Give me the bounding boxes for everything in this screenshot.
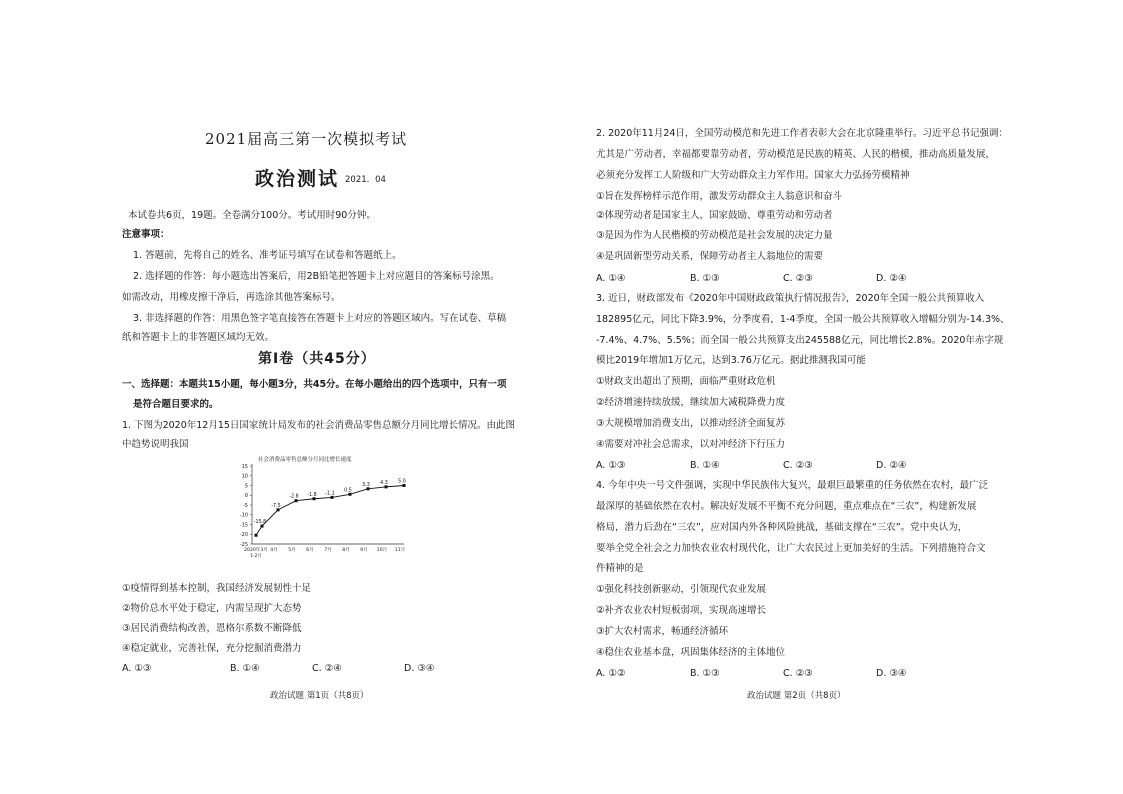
question-1-item: ②物价总水平处于稳定，内需呈现扩大态势 [122, 603, 302, 614]
question-1-item: ④稳定就业，完善社保，充分挖掘消费潜力 [122, 643, 302, 654]
question-1-stem: 1. 下图为2020年12月15日国家统计局发布的社会消费品零售总额分月同比增长情况。由此图 [122, 420, 515, 431]
notice-line: 2. 选择题的作答：每小题选出答案后，用2B铅笔把答题卡上对应题目的答案标号涂黑。 [133, 271, 500, 282]
option-c: C. ②③ [783, 273, 813, 284]
x-tick-label: 11月 [394, 548, 406, 553]
question-3-stem: 182895亿元，同比下降3.9%，分季度看，1-4季度，全国一般公共预算收入增幅分别为-14.3%、 [596, 314, 1010, 325]
option-d: D. ③④ [404, 663, 435, 674]
exam-date: 2021．04 [345, 175, 386, 185]
option-c: C. ②③ [783, 460, 813, 471]
data-label: -1.1 [325, 491, 335, 497]
option-a: A. ①③ [596, 460, 626, 471]
right-page [562, 0, 1123, 794]
option-d: D. ③④ [876, 668, 907, 679]
option-b: B. ①④ [690, 460, 720, 471]
y-tick-label: 15 [241, 463, 248, 470]
y-tick-label: 0 [244, 493, 248, 500]
x-tick-label: 5月 [288, 548, 296, 553]
question-2-item: ④是巩固新型劳动关系，保障劳动者主人翁地位的需要 [596, 251, 824, 262]
option-d: D. ②④ [876, 460, 907, 471]
x-tick-label: 8月 [342, 548, 350, 553]
question-2-item: ①旨在发挥榜样示范作用，激发劳动群众主人翁意识和奋斗 [596, 191, 843, 202]
subject-title: 政治测试 [255, 168, 340, 190]
page-footer: 政治试题 第1页（共8页） [270, 691, 369, 701]
y-tick-label: -20 [239, 532, 248, 539]
y-tick-label: -15 [239, 522, 248, 529]
question-1-item: ③居民消费结构改善，恩格尔系数不断降低 [122, 623, 302, 634]
question-3-item: ②经济增速持续放缓，继续加大减税降费力度 [596, 397, 786, 408]
notice-line: 3. 非选择题的作答：用黑色签字笔直接答在答题卡上对应的答题区域内。写在试卷、草稿 [133, 313, 507, 324]
y-tick-label: -5 [243, 502, 248, 509]
section-heading: 第Ⅰ卷（共45分） [258, 351, 376, 367]
x-tick-label: 4月 [270, 548, 278, 553]
data-label: 5.0 [398, 479, 406, 485]
section-instructions: 是符合题目要求的。 [133, 399, 219, 410]
y-tick-label: 10 [241, 473, 248, 480]
retail-sales-growth-chart [222, 452, 412, 574]
data-label: 3.3 [362, 482, 370, 488]
section-instructions: 一、选择题：本题共15小题，每小题3分，共45分。在每小题给出的四个选项中，只有一项 [122, 379, 507, 390]
option-a: A. ①③ [122, 663, 152, 674]
page-footer: 政治试题 第2页（共8页） [747, 691, 846, 701]
notice-line: 如需改动，用橡皮擦干净后，再选涂其他答案标号。 [122, 292, 341, 303]
question-2-item: ②体现劳动者是国家主人，国家鼓励、尊重劳动和劳动者 [596, 210, 833, 221]
data-point [255, 534, 258, 537]
y-tick-label: -10 [239, 512, 248, 519]
chart-marks [254, 479, 406, 537]
question-1-item: ①疫情得到基本控制，我国经济发展韧性十足 [122, 583, 312, 594]
option-c: C. ②④ [312, 663, 342, 674]
option-c: C. ②③ [783, 668, 813, 679]
data-label: -7.5 [271, 503, 281, 509]
data-label: -15.8 [253, 520, 267, 526]
question-2-stem: 必须充分发挥工人阶级和广大劳动群众主力军作用。国家大力弘扬劳模精神 [596, 170, 910, 181]
question-4-stem: 4. 今年中央一号文件强调，实现中华民族伟大复兴，最艰巨最繁重的任务依然在农村，最广泛 [596, 480, 989, 491]
question-3-item: ①财政支出超出了预期，面临严重财政危机 [596, 376, 776, 387]
option-a: A. ①④ [596, 273, 626, 284]
question-3-stem: 3. 近日，财政部发布《2020年中国财政政策执行情况报告》，2020年全国一般公共预算收入 [596, 293, 985, 304]
option-a: A. ①② [596, 668, 626, 679]
left-page [0, 0, 561, 794]
exam-intro: 本试卷共6页，19题。全卷满分100分。考试用时90分钟。 [128, 210, 376, 221]
chart-title: 社会消费品零售总额分月同比增长速度 [258, 457, 352, 463]
question-3-stem: 模比2019年增加1万亿元，达到3.76万亿元。据此推测我国可能 [596, 355, 866, 366]
question-3-item: ④需要对冲社会总需求，以对冲经济下行压力 [596, 439, 786, 450]
option-b: B. ①④ [230, 663, 260, 674]
y-tick-label: 5 [244, 483, 248, 490]
data-label: 4.3 [380, 480, 388, 486]
question-4-stem: 件精神的是 [596, 563, 644, 574]
data-label: -2.8 [289, 494, 299, 500]
x-tick-label: 7月 [324, 548, 332, 553]
x-tick-label: 2020年3月 [244, 548, 268, 553]
exam-title: 2021届高三第一次模拟考试 [205, 130, 408, 148]
notice-line: 1. 答题前，先将自己的姓名、准考证号填写在试卷和答题纸上。 [133, 250, 402, 261]
x-tick-label: 9月 [360, 548, 368, 553]
question-2-stem: 2. 2020年11月24日，全国劳动模范和先进工作者表彰大会在北京隆重举行。习近平总书记强调： [596, 128, 1008, 139]
x-tick-label: 10月 [376, 548, 388, 553]
question-2-item: ③是因为作为人民楷模的劳动模范是社会发展的决定力量 [596, 230, 833, 241]
question-2-stem: 尤其是广劳动者，幸福都要靠劳动者，劳动模范是民族的精英、人民的楷模，推动高质量发展， [596, 149, 996, 160]
question-4-stem: 要举全党全社会之力加快农业农村现代化，让广大农民过上更加美好的生活。下列措施符合文 [596, 543, 986, 554]
notice-title: 注意事项： [122, 229, 170, 240]
y-tick-label: -25 [239, 541, 248, 548]
question-4-stem: 最深厚的基础依然在农村。解决好发展不平衡不充分问题，重点难点在“三农”，构建新发展 [596, 501, 977, 512]
option-b: B. ①③ [690, 273, 720, 284]
data-label: -1.8 [307, 492, 317, 498]
question-1-stem: 中趋势说明我国 [122, 439, 189, 450]
question-4-item: ②补齐农业农村短板弱项，实现高速增长 [596, 605, 767, 616]
question-4-stem: 格局，潜力后劲在“三农”，应对国内外各种风险挑战，基础支撑在“三农”。党中央认为， [596, 522, 968, 533]
notice-line: 纸和答题卡上的非答题区域均无效。 [122, 332, 275, 343]
question-4-item: ①强化科技创新驱动，引领现代农业发展 [596, 584, 767, 595]
data-label: 0.5 [344, 488, 352, 494]
option-b: B. ①③ [690, 668, 720, 679]
x-tick-sublabel: 1-2月 [249, 554, 263, 559]
question-3-item: ③大规模增加消费支出，以推动经济全面复苏 [596, 418, 786, 429]
x-tick-label: 6月 [306, 548, 314, 553]
question-4-item: ③扩大农村需求，畅通经济循环 [596, 626, 729, 637]
question-4-item: ④稳住农业基本盘，巩固集体经济的主体地位 [596, 647, 786, 658]
chart-axes [240, 464, 405, 559]
option-d: D. ②④ [876, 273, 907, 284]
question-3-stem: -7.4%、4.7%、5.5%；而全国一般公共预算支出245588亿元，同比增长2.8%。2020年赤字规 [596, 335, 1004, 346]
